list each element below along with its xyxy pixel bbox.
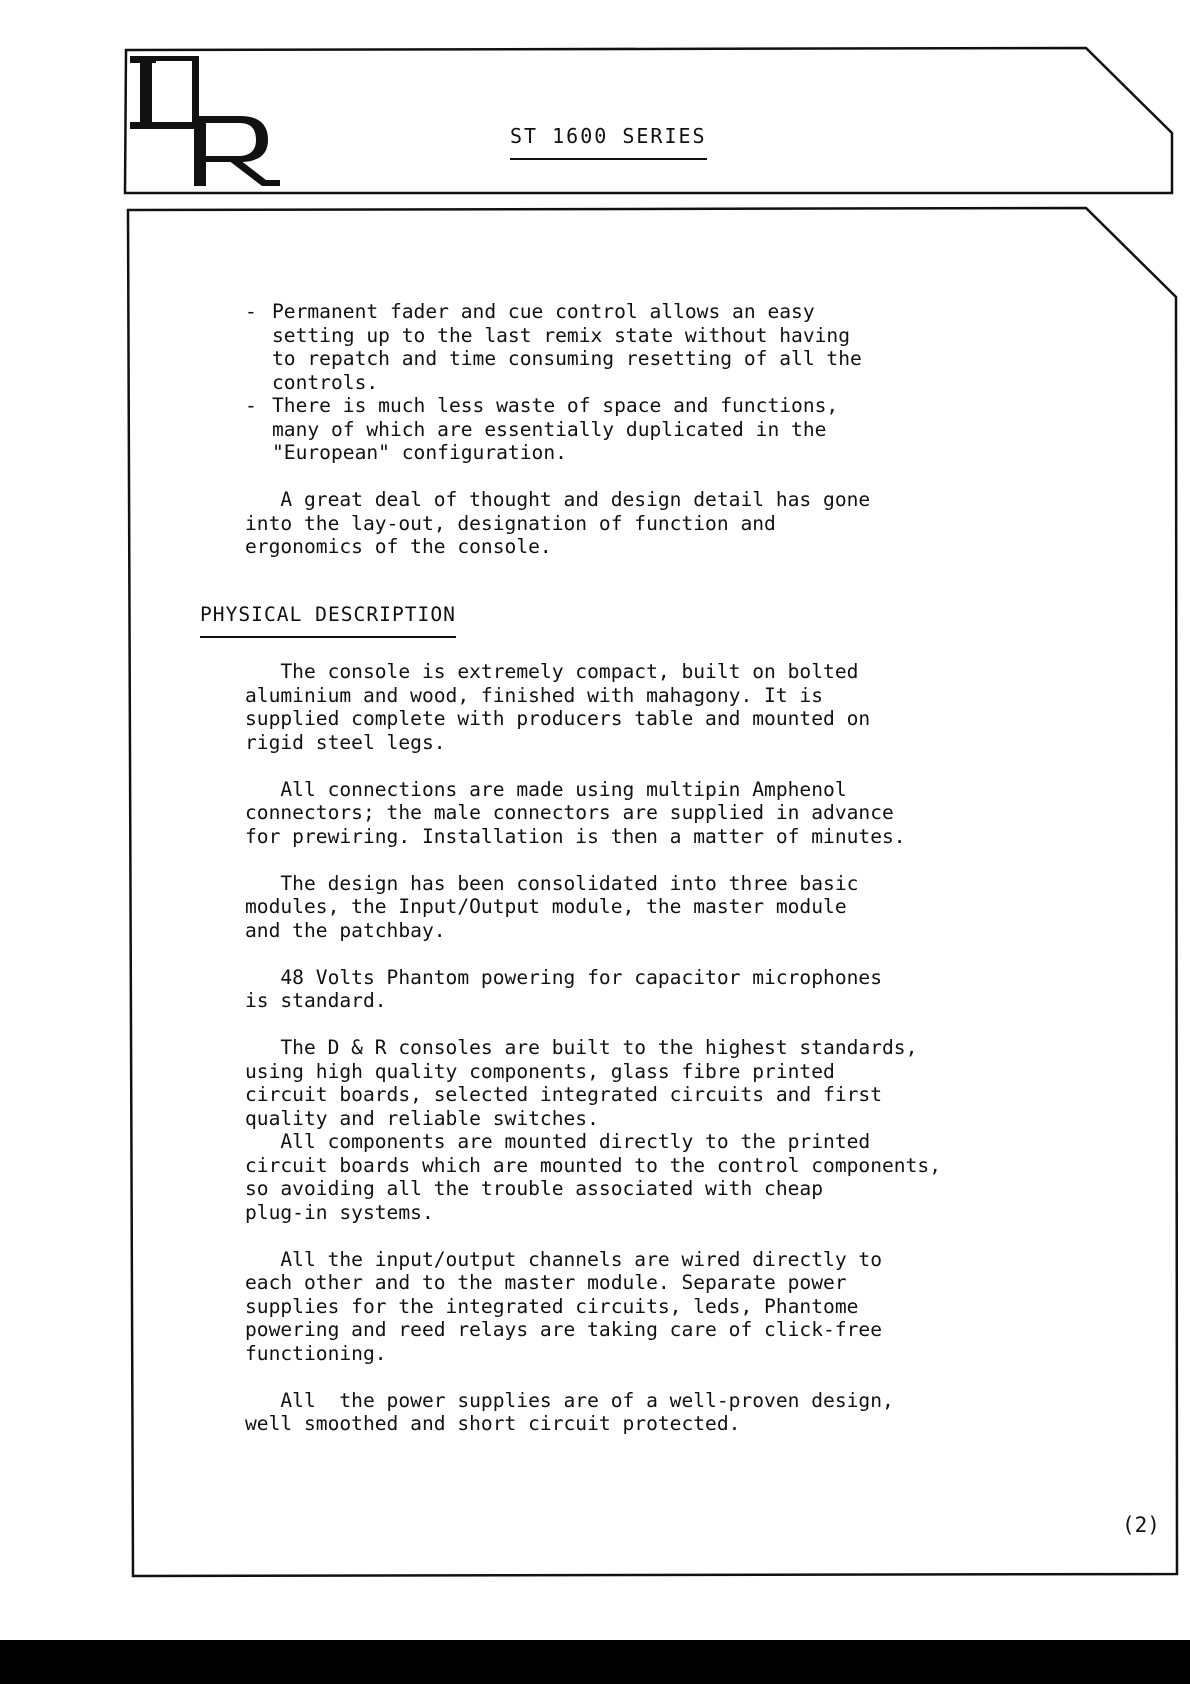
paragraph: All the power supplies are of a well-proven design, well smoothed and short circuit protected. <box>245 1388 894 1435</box>
scan-edge <box>0 1640 1190 1684</box>
list-item: - Permanent fader and cue control allows an easy setting up to the last remix state without having to repatch and time consuming resetting of all the controls. <box>245 300 862 394</box>
paragraph: The D & R consoles are built to the highest standards, using high quality components, glass fibre printed circuit boards, selected integrated circuits and first quality and reliable switches. All components are mounted directly to the printed circuit boards which are mounted to the control components, so avoiding all the trouble associated with cheap plug-in systems. <box>245 1036 941 1224</box>
paragraph: All the input/output channels are wired directly to each other and to the master module. Separate power supplies for the integrated circuits, leds, Phantome powering and reed relays are taking care of click-free functioning. <box>245 1247 883 1365</box>
paragraph: All connections are made using multipin Amphenol connectors; the male connectors are supplied in advance for prewiring. Installation is then a matter of minutes. <box>245 777 906 848</box>
paragraph: The design has been consolidated into three basic modules, the Input/Output module, the master module and the patchbay. <box>245 871 859 942</box>
paragraph: 48 Volts Phantom powering for capacitor microphones is standard. <box>245 965 883 1012</box>
series-title: ST 1600 SERIES <box>510 124 707 160</box>
list-item: - There is much less waste of space and functions, many of which are essentially duplicated in the "European" configuration. <box>245 394 839 464</box>
intro-paragraph: A great deal of thought and design detail has gone into the lay-out, designation of function and ergonomics of the console. <box>245 488 871 558</box>
page-number: (2) <box>1122 1513 1160 1537</box>
paragraph: The console is extremely compact, built on bolted aluminium and wood, finished with mahagony. It is supplied complete with producers table and mounted on rigid steel legs. <box>245 660 871 754</box>
bullet-text: Permanent fader and cue control allows an easy setting up to the last remix state without having to repatch and time consuming resetting of all the controls. <box>272 300 862 394</box>
physical-description-text <box>245 660 1125 1436</box>
bullet-text: There is much less waste of space and functions, many of which are essentially duplicated in the "European" configuration. <box>272 394 839 464</box>
section-heading: PHYSICAL DESCRIPTION <box>200 603 456 638</box>
dr-logo <box>130 56 290 186</box>
body-text <box>245 300 1125 559</box>
